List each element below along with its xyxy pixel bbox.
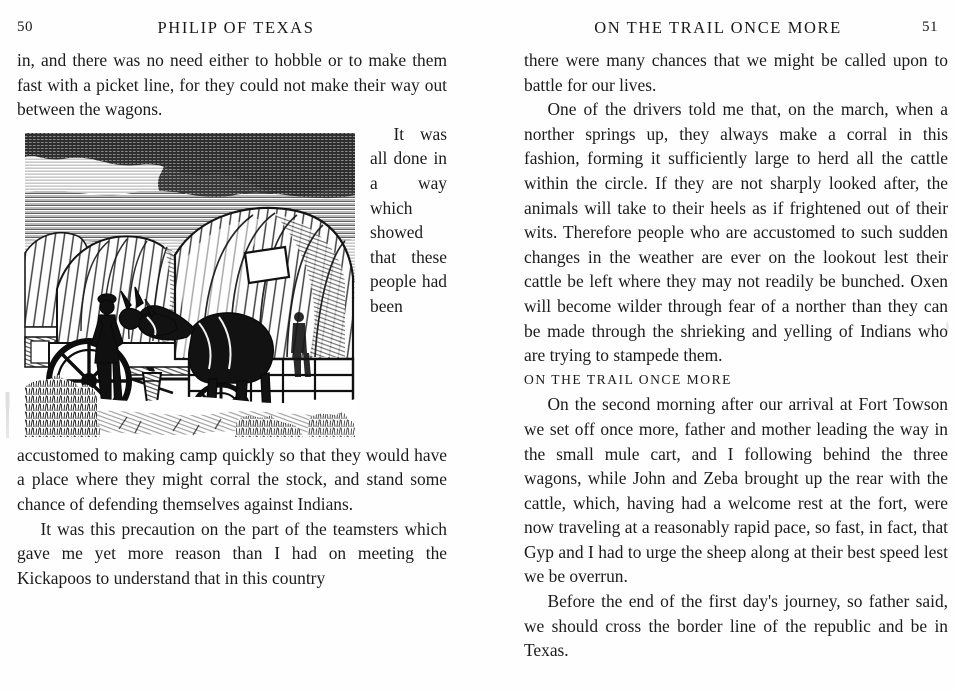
wagon-camp-engraving: [23, 131, 357, 437]
left-text-column: [17, 48, 447, 590]
right-running-head-title: ON THE TRAIL ONCE MORE: [594, 18, 842, 37]
scan-artifact-left-margin: [4, 392, 11, 438]
wagon-camp-illustration: [23, 131, 357, 437]
right-paragraph-2: One of the drivers told me that, on the march, when a norther springs up, they always make a corral in this fashion, forming it sufficiently large to herd all the cattle within the circle. If they are not sharply looked after, the animals will take to their heels as if frightened out of their wits. Therefore people who are accustomed to such sudden changes in the weather are ever on the lookout lest their cattle be left where they may not readily be bunched. Oxen will become wilder through fear of a norther than they can be made through the shrieking and yelling of Indians who are trying to stampede them.: [524, 99, 948, 366]
left-page-number: 50: [17, 19, 33, 35]
right-page-number: 51: [922, 19, 938, 35]
left-paragraph-2-text: It was all done in a way which showed that these people had been accustomed to making camp quickly so that they would have a place where they might corral the stock, and stand some chance of defending themselves against Indians.: [17, 123, 447, 514]
right-page: [478, 0, 956, 690]
left-paragraph-3: It was this precaution on the part of the teamsters which gave me yet more reason than I had on meeting the Kickapoos to understand that in this country: [17, 518, 447, 588]
right-paragraph-3: On the second morning after our arrival at Fort Towson we set off once more, father and mother leading the way in the small mule cart, and I following behind the three wagons, while John and Zeba brought up the rear with the cattle, which, having had a welcome rest at the fort, were now traveling at a reasonably rapid pace, so fast, in fact, that Gyp and I had to urge the sheep along at their best speed lest we be overrun.: [524, 394, 948, 587]
right-paragraph-4: Before the end of the first day's journey, so father said, we should cross the border line of the republic and be in Texas.: [524, 591, 948, 661]
right-running-head: [524, 18, 948, 48]
right-paragraph-1: there were many chances that we might be called upon to battle for our lives.: [524, 50, 948, 95]
left-paragraph-2-start: [17, 122, 447, 517]
section-heading: ON THE TRAIL ONCE MORE: [524, 371, 732, 387]
left-paragraph-1: in, and there was no need either to hobble or to make them fast with a picket line, for they could not make their way out between the wagons.: [17, 50, 447, 120]
left-running-head-title: PHILIP OF TEXAS: [157, 18, 315, 37]
left-running-head: [17, 18, 448, 48]
right-text-column: [524, 48, 948, 663]
water-bucket: [143, 367, 161, 403]
